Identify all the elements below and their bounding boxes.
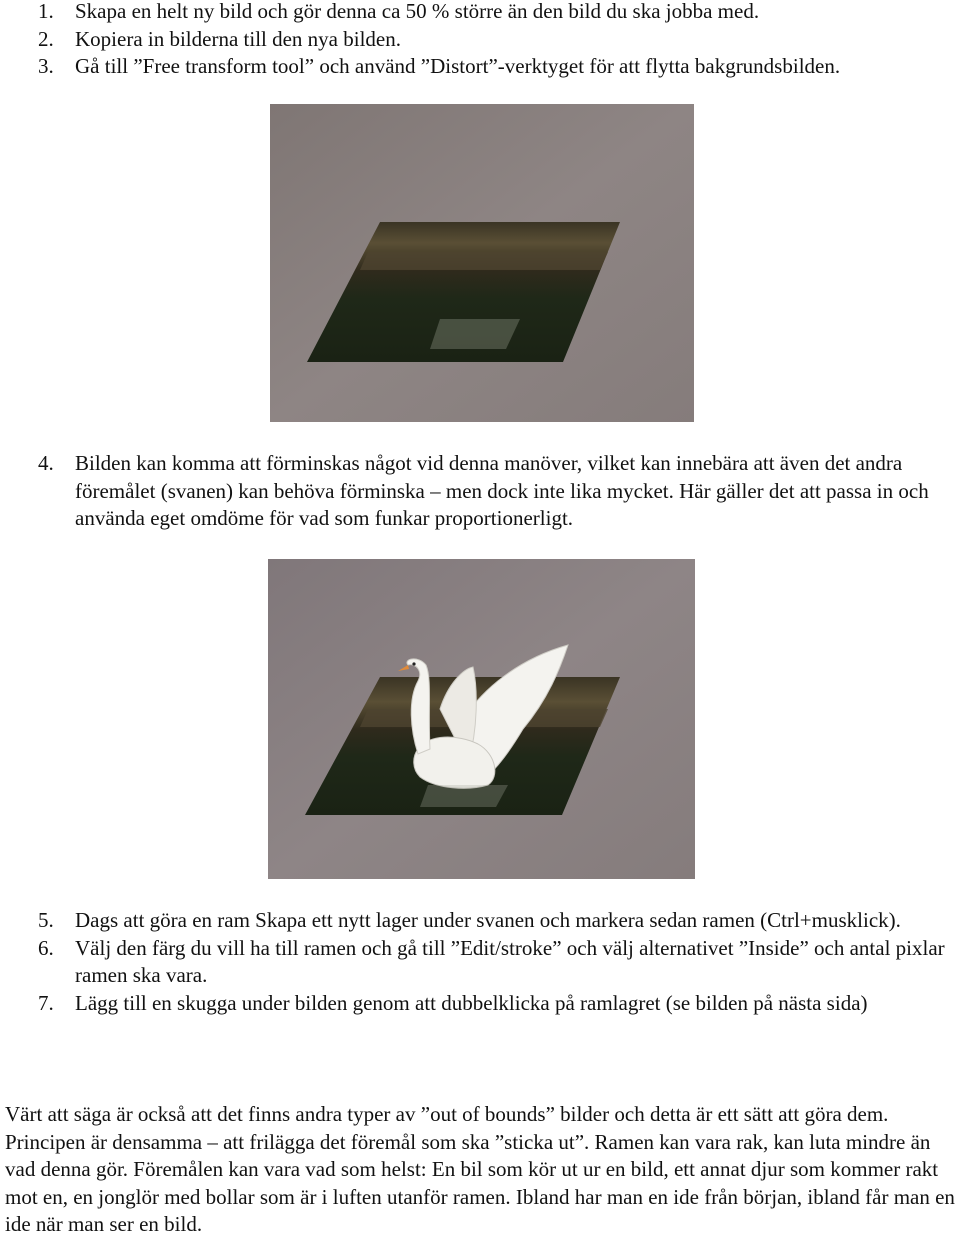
step-number: 7. bbox=[38, 990, 54, 1015]
step-number: 2. bbox=[38, 26, 54, 51]
step-number: 4. bbox=[38, 451, 54, 475]
closing-paragraph: Värt att säga är också att det finns andra typer av ”out of bounds” bilder och detta är ett sätt att göra dem. Principen är densamma – att frilägga det föremål som ska ”sticka ut”. Ramen kan vara rak, kan luta mindre än vad denna gör. Föremålen kan vara vad som helst: En bil som kör ut ur en bild, ett annat djur som kommer rakt mot en, en jonglör med bollar som är i luften utanför ramen. Ibland har man en ide från början, ibland får man en ide när man ser en bild. bbox=[5, 1102, 955, 1237]
step-number: 3. bbox=[38, 54, 54, 78]
distorted-background-figure bbox=[270, 104, 694, 422]
water-reflection bbox=[420, 785, 508, 807]
swan-eye bbox=[412, 662, 415, 665]
step-text: Gå till ”Free transform tool” och använd ”Distort”-verktyget för att flytta bakgrundsbilden. bbox=[75, 54, 841, 78]
step-text: Skapa en helt ny bild och gör denna ca 50 % större än den bild du ska jobba med. bbox=[75, 0, 760, 23]
step-2 bbox=[0, 26, 848, 54]
step-text: Lägg till en skugga under bilden genom att dubbelklicka på ramlagret (se bilden på nästa sida) bbox=[75, 990, 868, 1015]
steps-list-2 bbox=[0, 450, 960, 533]
step-number: 1. bbox=[38, 0, 54, 23]
step-6 bbox=[0, 935, 960, 990]
step-number: 5. bbox=[38, 908, 54, 932]
step-number: 6. bbox=[38, 935, 54, 960]
step-text: Dags att göra en ram Skapa ett nytt lager under svanen och markera sedan ramen (Ctrl+musklick). bbox=[75, 908, 901, 932]
swan-out-of-bounds-figure bbox=[268, 559, 695, 879]
water-reflection bbox=[430, 319, 520, 349]
steps-list-1 bbox=[0, 0, 848, 81]
step-5 bbox=[0, 907, 960, 935]
wall-stripe bbox=[360, 252, 608, 270]
step-7 bbox=[0, 990, 960, 1018]
step-1 bbox=[0, 0, 848, 26]
step-text: Kopiera in bilderna till den nya bilden. bbox=[75, 26, 401, 51]
steps-list-3 bbox=[0, 907, 960, 1017]
step-text: Välj den färg du vill ha till ramen och gå till ”Edit/stroke” och välj alternativet ”Inside” och antal pixlar ramen ska vara. bbox=[75, 935, 945, 987]
step-4 bbox=[0, 450, 960, 533]
step-3 bbox=[0, 53, 848, 81]
step-text: Bilden kan komma att förminskas något vid denna manöver, vilket kan innebära att även det andra föremålet (svanen) kan behöva förminska – men dock inte lika mycket. Här gäller det att passa in och använda eget omdöme för vad som funkar proportionerligt. bbox=[75, 451, 929, 530]
